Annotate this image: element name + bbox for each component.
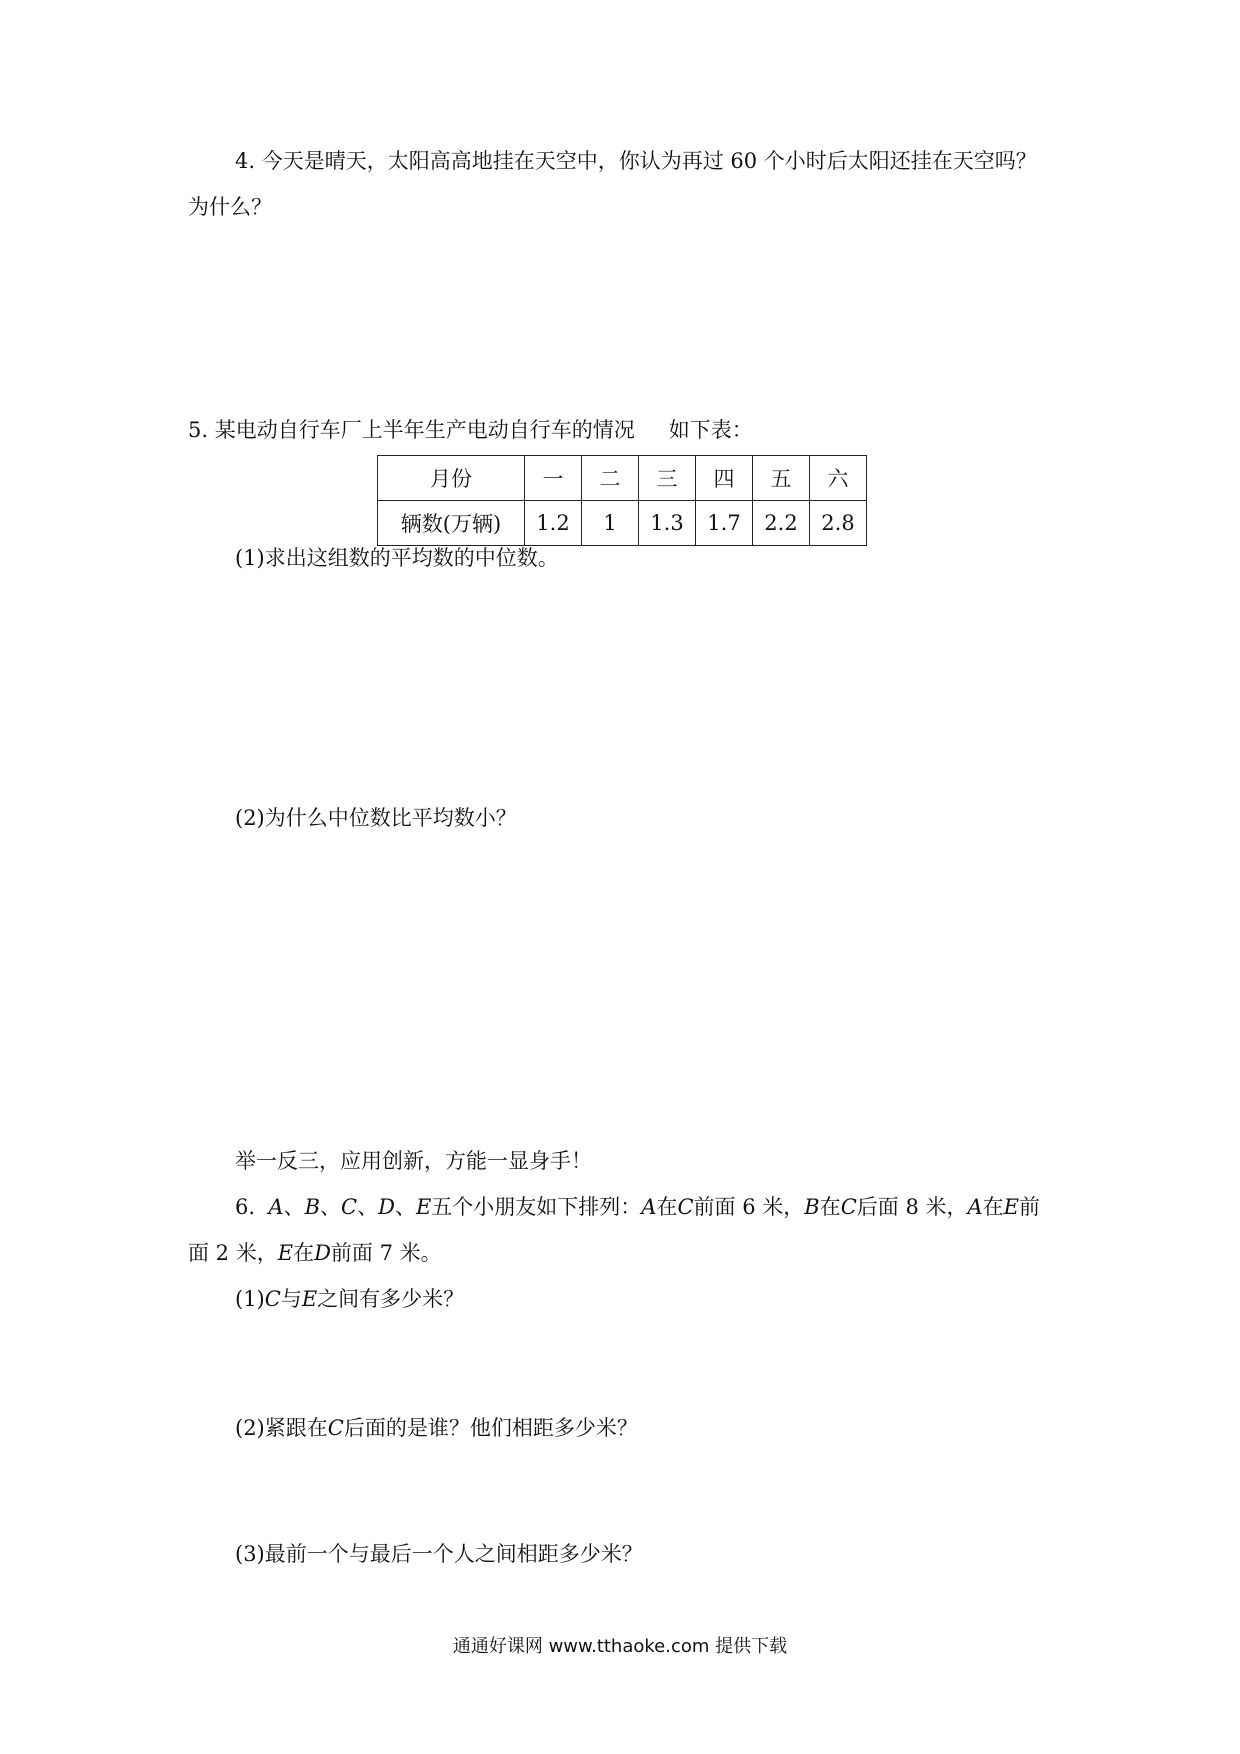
r1-t2: 前面 6 米， <box>693 1195 805 1219</box>
r1-b: C <box>677 1195 694 1219</box>
sep: 、 <box>394 1195 416 1219</box>
table-row-counts <box>378 501 867 546</box>
sub2-b: C <box>327 1416 344 1440</box>
line2-b: E <box>277 1241 294 1265</box>
sub1-b: C <box>264 1287 281 1311</box>
r2-t2: 后面 8 米， <box>856 1195 968 1219</box>
production-table <box>377 455 867 546</box>
count-cell: 2.2 <box>753 501 810 546</box>
q4-line-1: 4. 今天是晴天，太阳高高地挂在天空中，你认为再过 60 个小时后太阳还挂在天空吗？ <box>235 149 1037 173</box>
month-cell: 二 <box>582 456 639 501</box>
q6-number: 6. <box>235 1195 256 1219</box>
line2-e: 前面 7 米。 <box>330 1241 442 1265</box>
count-cell: 2.8 <box>810 501 867 546</box>
sep: 、 <box>283 1195 305 1219</box>
name-c: C <box>341 1195 358 1219</box>
count-cell: 1 <box>582 501 639 546</box>
month-cell: 三 <box>639 456 696 501</box>
r2-t1: 在 <box>819 1195 841 1219</box>
count-cell: 1.2 <box>525 501 582 546</box>
month-cell: 六 <box>810 456 867 501</box>
q5-intro-text: 5. 某电动自行车厂上半年生产电动自行车的情况 <box>188 418 635 442</box>
header-month: 月份 <box>378 456 525 501</box>
line2-a: 面 2 米， <box>188 1241 278 1265</box>
month-cell: 五 <box>753 456 810 501</box>
r2-a: B <box>804 1195 820 1219</box>
q6-sub-2 <box>235 1413 638 1443</box>
sub1-c: 与 <box>280 1287 302 1311</box>
q6-sub-3: (3)最前一个与最后一个人之间相距多少米？ <box>235 1542 643 1566</box>
sub1-d: E <box>301 1287 318 1311</box>
r1-a: A <box>641 1195 657 1219</box>
footer-credit: 通通好课网 www.tthaoke.com 提供下载 <box>452 1636 788 1657</box>
q5-sub-1: (1)求出这组数的平均数的中位数。 <box>235 546 559 570</box>
r2-b: C <box>840 1195 857 1219</box>
count-cell: 1.3 <box>639 501 696 546</box>
q6-line-1 <box>235 1192 1040 1222</box>
sep: 、 <box>357 1195 379 1219</box>
q4-line-2: 为什么？ <box>188 195 272 219</box>
q5-intro <box>188 415 753 445</box>
line2-d: D <box>314 1241 331 1265</box>
name-a: A <box>268 1195 284 1219</box>
q6-line-2 <box>188 1238 442 1268</box>
name-e: E <box>415 1195 432 1219</box>
name-b: B <box>304 1195 321 1219</box>
sep: 、 <box>320 1195 342 1219</box>
q5-sub-2: (2)为什么中位数比平均数小？ <box>235 806 517 830</box>
table-row-months <box>378 456 867 501</box>
sub1-a: (1) <box>235 1287 265 1311</box>
sub2-a: (2)紧跟在 <box>235 1416 328 1440</box>
section-heading: 举一反三，应用创新，方能一显身手！ <box>235 1149 592 1173</box>
r3-b: E <box>1003 1195 1019 1219</box>
r1-t1: 在 <box>656 1195 678 1219</box>
r3-t1: 在 <box>982 1195 1004 1219</box>
header-count: 辆数(万辆) <box>378 501 525 546</box>
r3-a: A <box>967 1195 983 1219</box>
q5-intro-tail: 如下表： <box>668 418 753 442</box>
count-cell: 1.7 <box>696 501 753 546</box>
sub1-e: 之间有多少米？ <box>317 1287 465 1311</box>
r3-t2: 前 <box>1019 1195 1040 1219</box>
q6-line-1-tail: 五个小朋友如下排列： <box>431 1195 642 1219</box>
month-cell: 四 <box>696 456 753 501</box>
month-cell: 一 <box>525 456 582 501</box>
sub2-c: 后面的是谁？他们相距多少米？ <box>343 1416 638 1440</box>
q6-sub-1 <box>235 1284 464 1314</box>
name-d: D <box>378 1195 395 1219</box>
line2-c: 在 <box>293 1241 315 1265</box>
